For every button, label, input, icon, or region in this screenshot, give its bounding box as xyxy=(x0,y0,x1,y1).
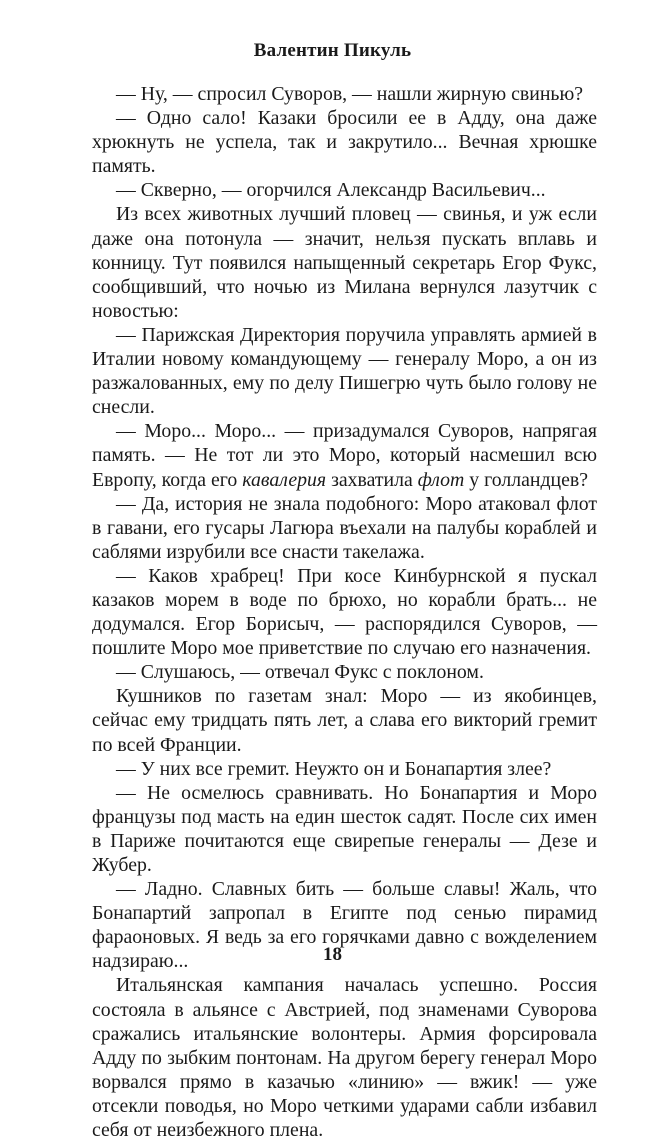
text-run: — Скверно, — огорчился Александр Васильевич... xyxy=(116,179,546,202)
paragraph xyxy=(92,973,597,1142)
paragraph xyxy=(92,323,597,419)
text-run: — Парижская Директория поручила управлять армией в Италии новому командующему — генералу Моро, а он из разжалованных, ему по делу Пишегрю чуть было голову не снесли. xyxy=(92,323,597,419)
paragraph xyxy=(92,202,597,322)
text-run: Из всех животных лучший пловец — свинья, и уж если даже она потонула — значит, нельзя пускать вплавь и конницу. Тут появился напыщенный секретарь Егор Фукс, сообщивший, что ночью из Милана вернулся лазутчик с новостью: xyxy=(92,203,597,322)
text-run: — Моро... Моро... — призадумался Суворов, напрягая память. — Не тот ли это Моро, который насмешил всю Европу, когда его xyxy=(92,420,597,491)
paragraph xyxy=(92,492,597,564)
text-run: — Каков храбрец! При косе Кинбурнской я пускал казаков морем в воде по брюхо, но корабли брать... не додумался. Егор Борисыч, — распорядился Суворов, — пошлите Моро мое приветствие по случаю его назначения. xyxy=(92,564,597,660)
paragraph xyxy=(92,781,597,877)
paragraph xyxy=(92,564,597,660)
italic-text-run: кавалерия xyxy=(242,468,327,491)
body-text xyxy=(92,82,597,1142)
text-run: у голландцев? xyxy=(464,468,589,491)
text-run: — Слушаюсь, — отвечал Фукс с поклоном. xyxy=(116,661,484,684)
paragraph xyxy=(92,757,597,781)
text-run: — Да, история не знала подобного: Моро атаковал флот в гавани, его гусары Лагюра въехали на палубы кораблей и саблями изрубили все снасти такелажа. xyxy=(92,492,597,563)
running-head-title: Валентин Пикуль xyxy=(253,40,412,61)
paragraph xyxy=(92,660,597,684)
text-run: захватила xyxy=(326,468,418,491)
paragraph xyxy=(92,178,597,202)
text-run: Кушников по газетам знал: Моро — из якобинцев, сейчас ему тридцать пять лет, а слава его викторий гремит по всей Франции. xyxy=(92,685,597,756)
paragraph xyxy=(92,419,597,491)
paragraph xyxy=(92,684,597,756)
text-run: — Ну, — спросил Суворов, — нашли жирную свинью? xyxy=(116,83,584,105)
text-run: Итальянская кампания началась успешно. Россия состояла в альянсе с Австрией, под знаменами Суворова сражались итальянские волонтеры. Армия форсировала Адду по зыбким понтонам. На другом берегу генерал Моро ворвался прямо в казачью «линию» — вжик! — уже отсекли поводья, но Моро четкими ударами сабли избавил себя от неизбежного плена. xyxy=(92,974,597,1142)
page-number: 18 xyxy=(323,944,342,965)
text-run: — Ладно. Славных бить — больше славы! Жаль, что Бонапартий запропал в Египте под сенью пирамид фараоновых. Я ведь за его горячками давно с вожделением надзираю... xyxy=(92,878,597,973)
italic-text-run: флот xyxy=(417,468,465,491)
text-run: — Не осмелюсь сравнивать. Но Бонапартия и Моро французы под масть на един шесток садят. После сих имен в Париже почитаются еще свирепые генералы — Дезе и Жубер. xyxy=(92,781,597,876)
text-run: — Одно сало! Казаки бросили ее в Адду, она даже хрюкнуть не успела, так и закрутило... Вечная хрюшке память. xyxy=(92,107,597,178)
paragraph xyxy=(92,106,597,178)
text-run: — У них все гремит. Неужто он и Бонапартия злее? xyxy=(116,757,552,780)
paragraph xyxy=(92,82,597,106)
